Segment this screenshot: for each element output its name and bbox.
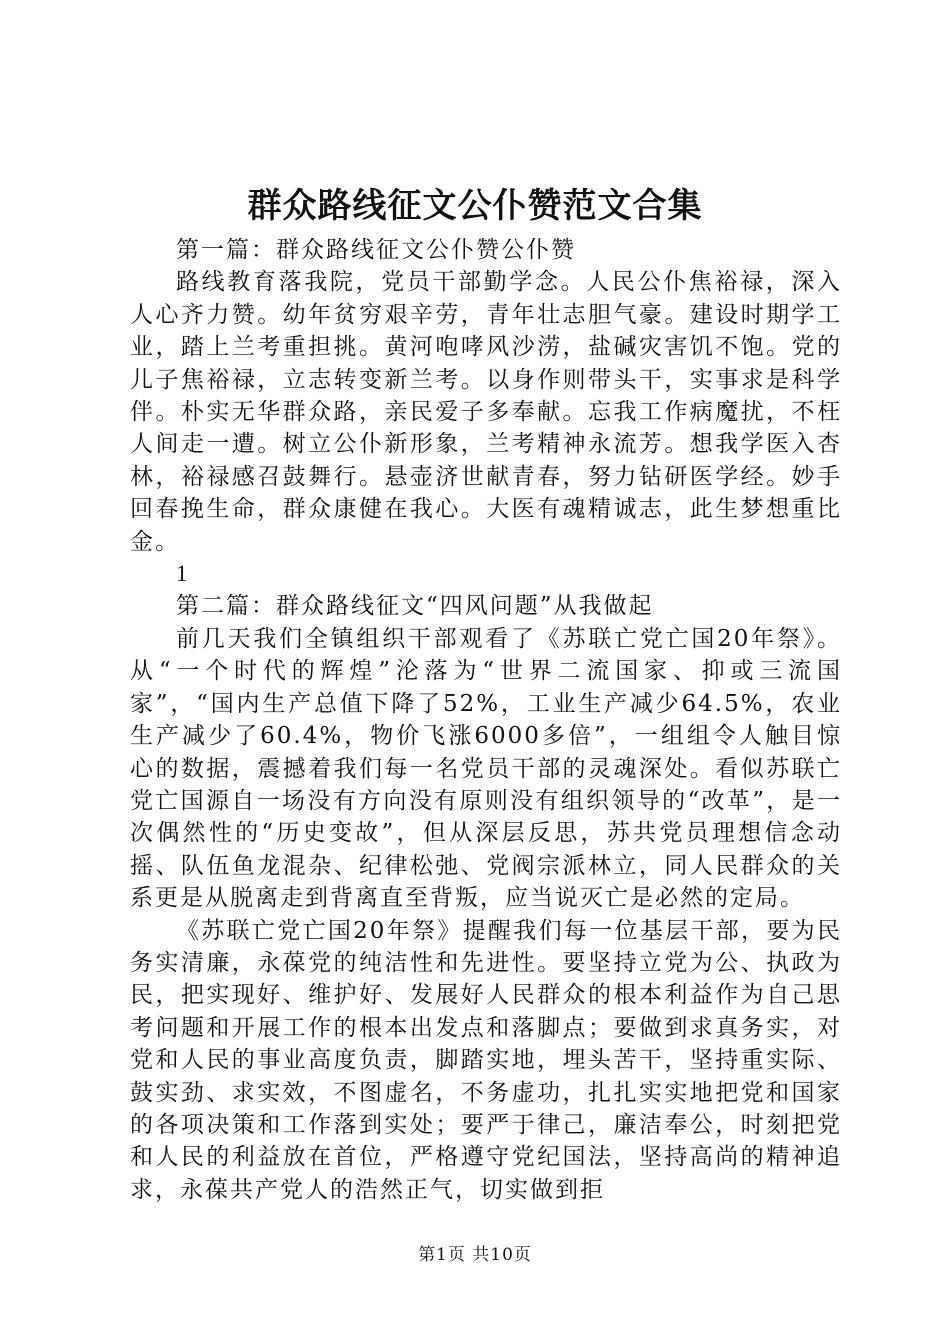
section-heading-1: 第一篇：群众路线征文公仆赞公仆赞 xyxy=(176,237,576,263)
section-heading-2: 第二篇：群众路线征文“四风问题”从我做起 xyxy=(176,593,654,620)
paragraph-body-2: 《苏联亡党亡国20年祭》提醒我们每一位基层干部，要为民务实清廉，永葆党的纯洁性和先进性。要坚持立党为公、执政为民，把实现好、维护好、发展好人民群众的根本利益作为自己思考问题和开展工作的根本出发点和落脚点；要做到求真务实，对党和人民的事业高度负责，脚踏实地，埋头苦干，坚持重实际、鼓实劲、求实效，不图虚名，不务虚功，扎扎实实地把党和国家的各项决策和工作落到实处；要严于律己，廉洁奉公，时刻把党和人民的利益放在首位，严格遵守党纪国法，坚持高尚的精神追求，永葆共产党人的浩然正气，切实做到拒 xyxy=(130,917,842,1203)
paragraph-poem: 路线教育落我院，党员干部勤学念。人民公仆焦裕禄，深入人心齐力赞。幼年贫穷艰辛劳，青年壮志胆气豪。建设时期学工业，踏上兰考重担挑。黄河咆哮风沙涝，盐碱灾害饥不饱。党的儿子焦裕禄，立志转变新兰考。以身作则带头干，实事求是科学伴。朴实无华群众路，亲民爱子多奉献。忘我工作病魔扰，不枉人间走一遭。树立公仆新形象，兰考精神永流芳。想我学医入杏林，裕禄感召鼓舞行。悬壶济世献青春，努力钻研医学经。妙手回春挽生命，群众康健在我心。大医有魂精诚志，此生梦想重比金。 xyxy=(130,269,842,555)
document-body xyxy=(130,234,842,1206)
document-title: 群众路线征文公仆赞范文合集 xyxy=(247,186,703,226)
page-footer: 第1页 共10页 xyxy=(418,1245,532,1265)
paragraph-body-1: 前几天我们全镇组织干部观看了《苏联亡党亡国20年祭》。从“一个时代的辉煌”沦落为“世界二流国家、抑或三流国家”，“国内生产总值下降了52%，工业生产减少64.5%，农业生产减少了60.4%，物价飞涨6000多倍”，一组组令人触目惊心的数据，震撼着我们每一名党员干部的灵魂深处。看似苏联亡党亡国源自一场没有方向没有原则没有组织领导的“改革”，是一次偶然性的“历史变故”，但从深层反思，苏共党员理想信念动摇、队伍鱼龙混杂、纪律松弛、党阀宗派林立，同人民群众的关系更是从脱离走到背离直至背叛，应当说灭亡是必然的定局。 xyxy=(130,625,842,912)
inline-page-number: 1 xyxy=(176,561,190,587)
